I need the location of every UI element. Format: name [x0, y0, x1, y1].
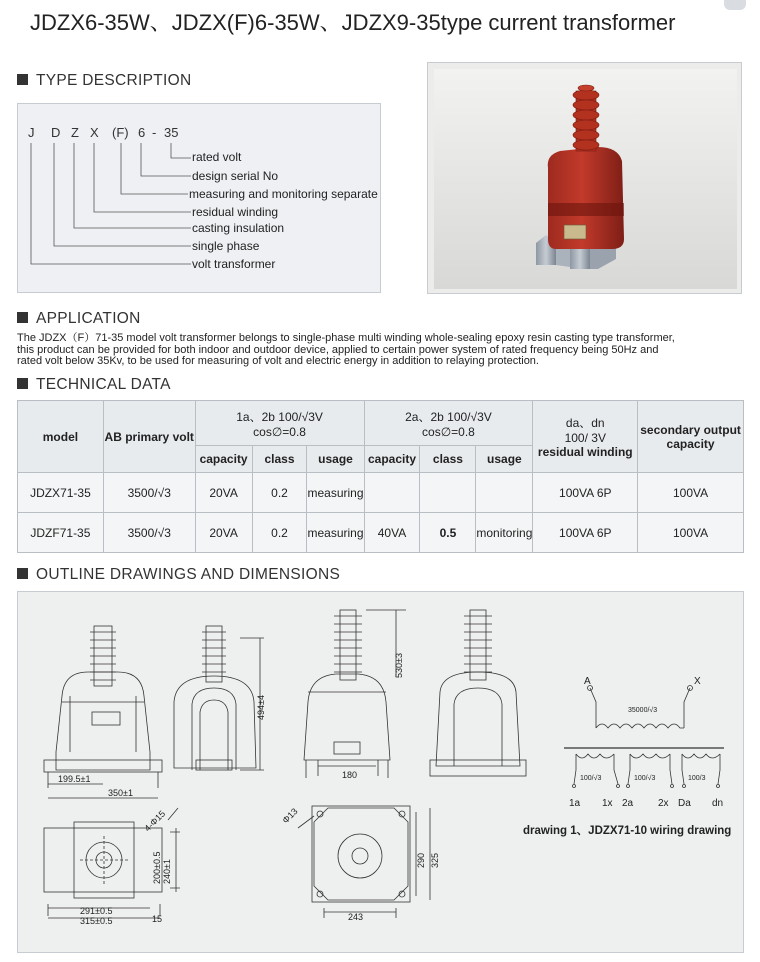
product-photo [427, 62, 742, 294]
header-secondary-output: secondary output capacity [638, 401, 744, 473]
header-winding-1-line: 1a、2b 100/√3V [236, 409, 323, 424]
header-primary-volt: AB primary volt [103, 401, 195, 473]
dim-325: 325 [430, 852, 440, 868]
subheader-capacity: capacity [364, 446, 420, 473]
corner-tab-decoration [724, 0, 746, 10]
subheader-capacity: capacity [195, 446, 252, 473]
plan-view-2-drawing [298, 806, 430, 918]
dim-180: 180 [342, 770, 358, 780]
wiring-terminal-1x: 1x [602, 798, 613, 809]
wiring-winding-2: 100/√3 [634, 775, 656, 782]
bullet-square-icon [17, 74, 28, 85]
wiring-terminal-dn: dn [712, 798, 724, 809]
cell-secondary: 100VA [638, 473, 744, 513]
header-winding-2-line: 2a、2b 100/√3V [405, 409, 492, 424]
outline-heading: OUTLINE DRAWINGS AND DIMENSIONS [17, 566, 340, 584]
code-letter-f: (F) [112, 125, 129, 140]
application-line: this product can be provided for both indoor and outdoor device, applied to certain power system of rated frequency being 50Hz and [17, 343, 659, 356]
header-winding-2 [364, 401, 533, 446]
table-row [18, 473, 744, 513]
cell-usage [476, 473, 533, 513]
dim-200: 200±0.5 [152, 851, 162, 884]
wiring-primary-label: 35000/√3 [628, 707, 658, 714]
dim-4-phi15: 4-Φ15 [142, 808, 168, 834]
cell-class: 0.5 [420, 513, 476, 553]
code-letter-6: 6 [138, 125, 146, 140]
transformer-product-image [428, 63, 743, 295]
dim-291: 291±0.5 [80, 906, 113, 916]
header-residual-line1: da、dn [565, 416, 605, 430]
header-residual-line2: 100/ 3V [564, 431, 606, 445]
header-residual-line3: residual winding [537, 445, 633, 459]
dim-290: 290 [416, 852, 426, 868]
label-casting-insulation: casting insulation [192, 221, 285, 235]
dim-350: 350±1 [108, 788, 133, 798]
subheader-usage: usage [307, 446, 364, 473]
wiring-terminal-a: A [584, 676, 591, 687]
dim-240: 240±1 [162, 859, 172, 884]
dim-494: 494±4 [256, 695, 266, 720]
cell-capacity [364, 473, 420, 513]
technical-data-table [17, 400, 744, 553]
title-models: JDZX6-35W、JDZX(F)6-35W、JDZX9-35 [30, 10, 441, 35]
cell-secondary: 100VA [638, 513, 744, 553]
title-suffix: type current transformer [440, 10, 676, 35]
wiring-winding-1: 100/√3 [580, 775, 602, 782]
table-row [18, 513, 744, 553]
wiring-caption: drawing 1、JDZX71-10 wiring drawing [523, 825, 732, 837]
cell-residual: 100VA 6P [533, 513, 638, 553]
label-measuring-monitoring: measuring and monitoring separate [189, 187, 378, 201]
cell-capacity: 20VA [195, 473, 252, 513]
tall-side-view-drawing [430, 610, 526, 776]
cell-capacity: 20VA [195, 513, 252, 553]
wiring-terminal-2x: 2x [658, 798, 669, 809]
cell-residual: 100VA 6P [533, 473, 638, 513]
header-winding-1-cos: cos∅=0.8 [253, 424, 306, 439]
label-volt-transformer: volt transformer [192, 257, 276, 271]
code-letter-z: Z [71, 125, 79, 140]
wiring-winding-3: 100/3 [688, 775, 706, 782]
subheader-class: class [420, 446, 476, 473]
code-letter-35: 35 [164, 125, 179, 140]
header-residual-winding [533, 401, 638, 473]
header-model: model [18, 401, 104, 473]
cell-capacity: 40VA [364, 513, 420, 553]
code-letter-j: J [28, 125, 35, 140]
bullet-square-icon [17, 378, 28, 389]
application-text [17, 333, 747, 368]
cell-usage: monitoring [476, 513, 533, 553]
dim-530: 530±3 [394, 653, 404, 678]
cell-primary: 3500/√3 [103, 473, 195, 513]
label-rated-volt: rated volt [192, 150, 242, 164]
cell-usage: measuring [307, 473, 364, 513]
cell-primary: 3500/√3 [103, 513, 195, 553]
wiring-terminal-x: X [694, 676, 701, 687]
page-title [30, 6, 675, 37]
bullet-square-icon [17, 312, 28, 323]
dim-315: 315±0.5 [80, 916, 113, 926]
code-letter-d: D [51, 125, 61, 140]
application-line: The JDZX（F）71-35 model volt transformer belongs to single-phase multi winding whole-sealing epoxy resin casting type transformer, [17, 332, 675, 344]
subheader-class: class [252, 446, 307, 473]
wiring-diagram [564, 686, 724, 788]
dim-243: 243 [348, 912, 364, 922]
technical-data-heading: TECHNICAL DATA [17, 376, 171, 394]
application-line: rated volt below 35Kv, to be used for measuring of volt and electric energy in addition to relaying protection. [17, 355, 539, 368]
label-single-phase: single phase [192, 239, 260, 253]
label-design-serial: design serial No [192, 169, 279, 183]
dim-15: 15 [152, 914, 163, 924]
type-description-heading: TYPE DESCRIPTION [17, 72, 192, 90]
code-letter-dash: - [152, 125, 157, 140]
dim-phi13: Φ13 [280, 806, 300, 826]
bullet-square-icon [17, 568, 28, 579]
wiring-terminal-da: Da [678, 798, 691, 809]
cell-model: JDZF71-35 [18, 513, 104, 553]
wiring-terminal-2a: 2a [622, 798, 634, 809]
side-view-drawing [174, 626, 264, 770]
tall-front-view-drawing [304, 610, 406, 778]
header-winding-1 [195, 401, 364, 446]
cell-usage: measuring [307, 513, 364, 553]
front-view-drawing [44, 626, 162, 798]
label-residual-winding: residual winding [192, 205, 279, 219]
header-winding-2-cos: cos∅=0.8 [422, 424, 475, 439]
cell-class: 0.2 [252, 473, 307, 513]
application-heading: APPLICATION [17, 310, 141, 328]
cell-class [420, 473, 476, 513]
outline-drawings [18, 592, 745, 954]
outline-drawings-panel [17, 591, 744, 953]
wiring-terminal-1a: 1a [569, 798, 581, 809]
dim-199-5: 199.5±1 [58, 774, 91, 784]
code-letter-x: X [90, 125, 99, 140]
cell-class: 0.2 [252, 513, 307, 553]
subheader-usage: usage [476, 446, 533, 473]
type-description-box [17, 103, 381, 293]
cell-model: JDZX71-35 [18, 473, 104, 513]
